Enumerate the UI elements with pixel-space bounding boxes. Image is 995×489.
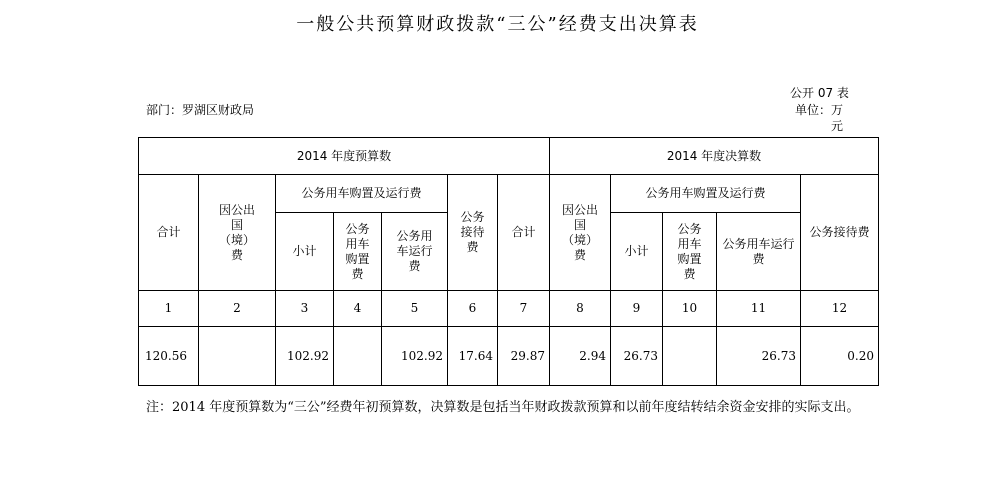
unit-label — [795, 102, 847, 134]
index-row — [139, 291, 879, 327]
budget-reception-value: 17.64 — [448, 327, 498, 386]
final-operation-value: 26.73 — [717, 327, 801, 386]
index-cell: 11 — [717, 291, 801, 327]
final-subtotal-header: 小计 — [611, 213, 663, 291]
final-vehicle-header: 公务用车购置及运行费 — [611, 175, 801, 213]
index-cell: 3 — [276, 291, 334, 327]
final-total-header: 合计 — [498, 175, 550, 291]
index-cell: 8 — [550, 291, 611, 327]
index-cell: 9 — [611, 291, 663, 327]
index-cell: 4 — [334, 291, 382, 327]
budget-subtotal-value: 102.92 — [276, 327, 334, 386]
budget-purchase-value — [334, 327, 382, 386]
index-cell: 6 — [448, 291, 498, 327]
unit-value: 万元 — [831, 103, 844, 133]
budget-reception-header: 公务接待费 — [448, 175, 498, 291]
data-row — [139, 327, 879, 386]
budget-group-header: 2014 年度预算数 — [139, 138, 550, 175]
footnote: 注：2014 年度预算数为“三公”经费年初预算数，决算数是包括当年财政拨款预算和以前年度结转结余资金安排的实际支出。 — [146, 400, 860, 415]
budget-operation-header: 公务用车运行费 — [382, 213, 448, 291]
final-total-value: 29.87 — [498, 327, 550, 386]
budget-abroad-value — [199, 327, 276, 386]
final-reception-header: 公务接待费 — [801, 175, 879, 291]
final-abroad-header: 因公出国（境）费 — [550, 175, 611, 291]
final-operation-header: 公务用车运行费 — [717, 213, 801, 291]
index-cell: 12 — [801, 291, 879, 327]
final-purchase-value — [663, 327, 717, 386]
form-code: 公开 07 表 — [790, 86, 849, 100]
unit-label-text: 单位： — [795, 103, 832, 117]
index-cell: 10 — [663, 291, 717, 327]
index-cell: 7 — [498, 291, 550, 327]
index-cell: 5 — [382, 291, 448, 327]
final-subtotal-value: 26.73 — [611, 327, 663, 386]
budget-total-header: 合计 — [139, 175, 199, 291]
department-label: 部门：罗湖区财政局 — [146, 103, 255, 117]
budget-vehicle-header: 公务用车购置及运行费 — [276, 175, 448, 213]
final-reception-value: 0.20 — [801, 327, 879, 386]
final-abroad-value: 2.94 — [550, 327, 611, 386]
budget-abroad-header: 因公出国（境）费 — [199, 175, 276, 291]
budget-operation-value: 102.92 — [382, 327, 448, 386]
index-cell: 2 — [199, 291, 276, 327]
final-purchase-header: 公务用车购置费 — [663, 213, 717, 291]
budget-purchase-header: 公务用车购置费 — [334, 213, 382, 291]
index-cell: 1 — [139, 291, 199, 327]
expense-table — [138, 137, 879, 386]
page-title: 一般公共预算财政拨款“三公”经费支出决算表 — [296, 14, 699, 35]
budget-subtotal-header: 小计 — [276, 213, 334, 291]
budget-total-value: 120.56 — [139, 327, 199, 386]
final-group-header: 2014 年度决算数 — [550, 138, 879, 175]
